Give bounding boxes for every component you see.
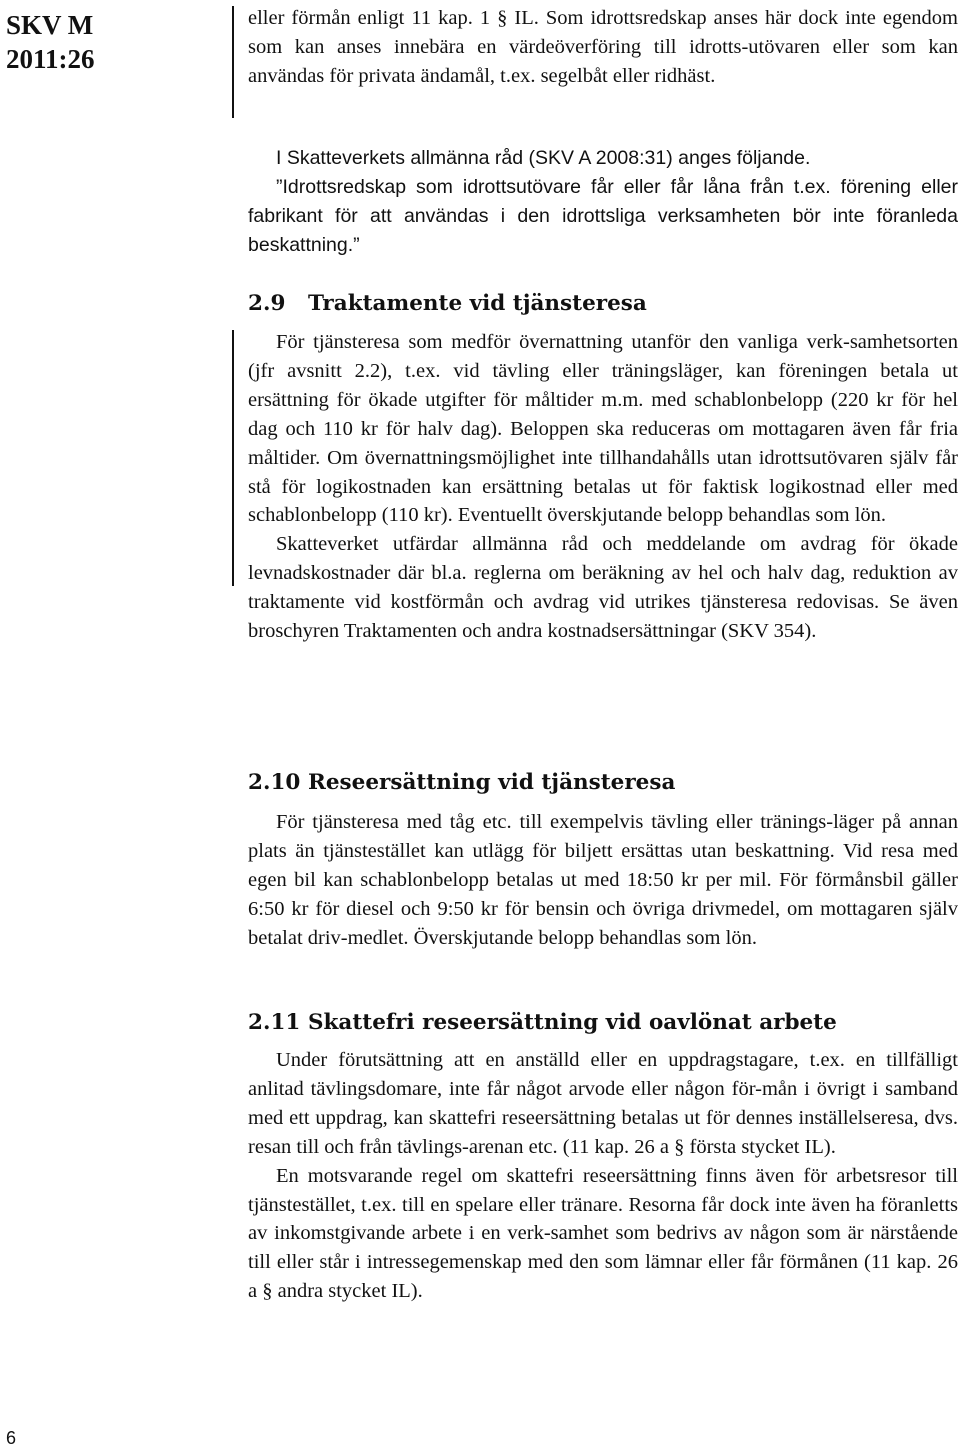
section-heading-2-11 [248,1010,837,1035]
advice-intro: I Skatteverkets allmänna råd (SKV A 2008:31) anges följande. [276,147,811,169]
document-id: SKV M 2011:26 [6,10,95,74]
section-paragraph: Under förutsättning att en anställd eller en uppdragstagare, t.ex. en tillfälligt anlitad tävlingsdomare, inte får något arvode eller någon för-mån i övrigt i samband med ett uppdrag, kan skattefri reseersättning betalas ut för dennes inställelseresa, dvs. resan till och från tävlings-arenan etc. (11 kap. 26 a § första stycket IL). [248,1049,958,1158]
section-number: 2.11 [248,1010,301,1035]
advice-quote: ”Idrottsredskap som idrottsutövare får eller får låna från t.ex. förening eller fabrikant för att användas i den idrottsliga verksamheten bör inte föranleda beskattning.” [248,176,958,256]
page-number: 6 [6,1428,17,1448]
section-title: Skattefri reseersättning vid oavlönat arbete [308,1010,837,1035]
change-bar-top [232,6,234,118]
intro-paragraph: eller förmån enligt 11 kap. 1 § IL. Som idrottsredskap anses här dock inte egendom som kan anses innebära en värdeöverföring till idrotts-utövaren eller som kan användas för privata ändamål, t.ex. segelbåt eller ridhäst. [248,7,958,87]
section-body-2-10 [248,808,958,953]
change-bar-section-2-9 [232,330,234,586]
section-title: Reseersättning vid tjänsteresa [308,770,676,795]
section-heading-2-9 [248,291,647,316]
section-paragraph: En motsvarande regel om skattefri reseersättning finns även för arbetsresor till tjänstestället, t.ex. till en spelare eller tränare. Resorna får dock inte även ha föranletts av inkomstgivande arbete i en verk-samhet som bedrivs av någon som är närstående till eller står i intressegemenskap med den som lämnar eller får förmånen (11 kap. 26 a § andra stycket IL). [248,1164,958,1303]
section-number: 2.10 [248,770,301,795]
section-body-2-9 [248,328,958,646]
section-body-2-11 [248,1046,958,1306]
section-title: Traktamente vid tjänsteresa [308,291,647,316]
advice-block [248,144,958,260]
intro-block [248,4,958,91]
section-number: 2.9 [248,291,286,316]
section-heading-2-10 [248,770,675,795]
section-paragraph: För tjänsteresa med tåg etc. till exempelvis tävling eller tränings-läger på annan plats än tjänstestället kan utlägg för biljett ersättas utan beskattning. Vid resa med egen bil kan schablonbelopp betalas ut med 18:50 kr per mil. För förmånsbil gäller 6:50 kr för diesel och 9:50 kr för bensin och övriga drivmedel, om mottagaren själv betalat driv-medlet. Överskjutande belopp behandlas som lön. [248,811,958,949]
section-paragraph: För tjänsteresa som medför övernattning utanför den vanliga verk-samhetsorten (jfr avsnitt 2.2), t.ex. vid tävling eller träningsläger, kan föreningen betala ut ersättning för ökade utgifter för måltider m.m. med schablonbelopp (220 kr för hel dag och 110 kr för halv dag). Beloppen ska reduceras om mottagaren även får fria måltider. Om övernattningsmöjlighet inte tillhandahålls utan idrottsutövaren själv får stå för logikostnaden kan ersättning betalas ut för faktisk logikostnad eller med schablonbelopp (110 kr). Eventuellt överskjutande belopp behandlas som lön. [248,331,958,527]
section-paragraph: Skatteverket utfärdar allmänna råd och meddelande om avdrag för ökade levnadskostnader där bl.a. reglerna om beräkning av hel och halv dag, reduktion av traktamente vid kostförmån och avdrag vid utrikes tjänsteresa redovisas. Se även broschyren Traktamenten och andra kostnadsersättningar (SKV 354). [248,533,958,643]
